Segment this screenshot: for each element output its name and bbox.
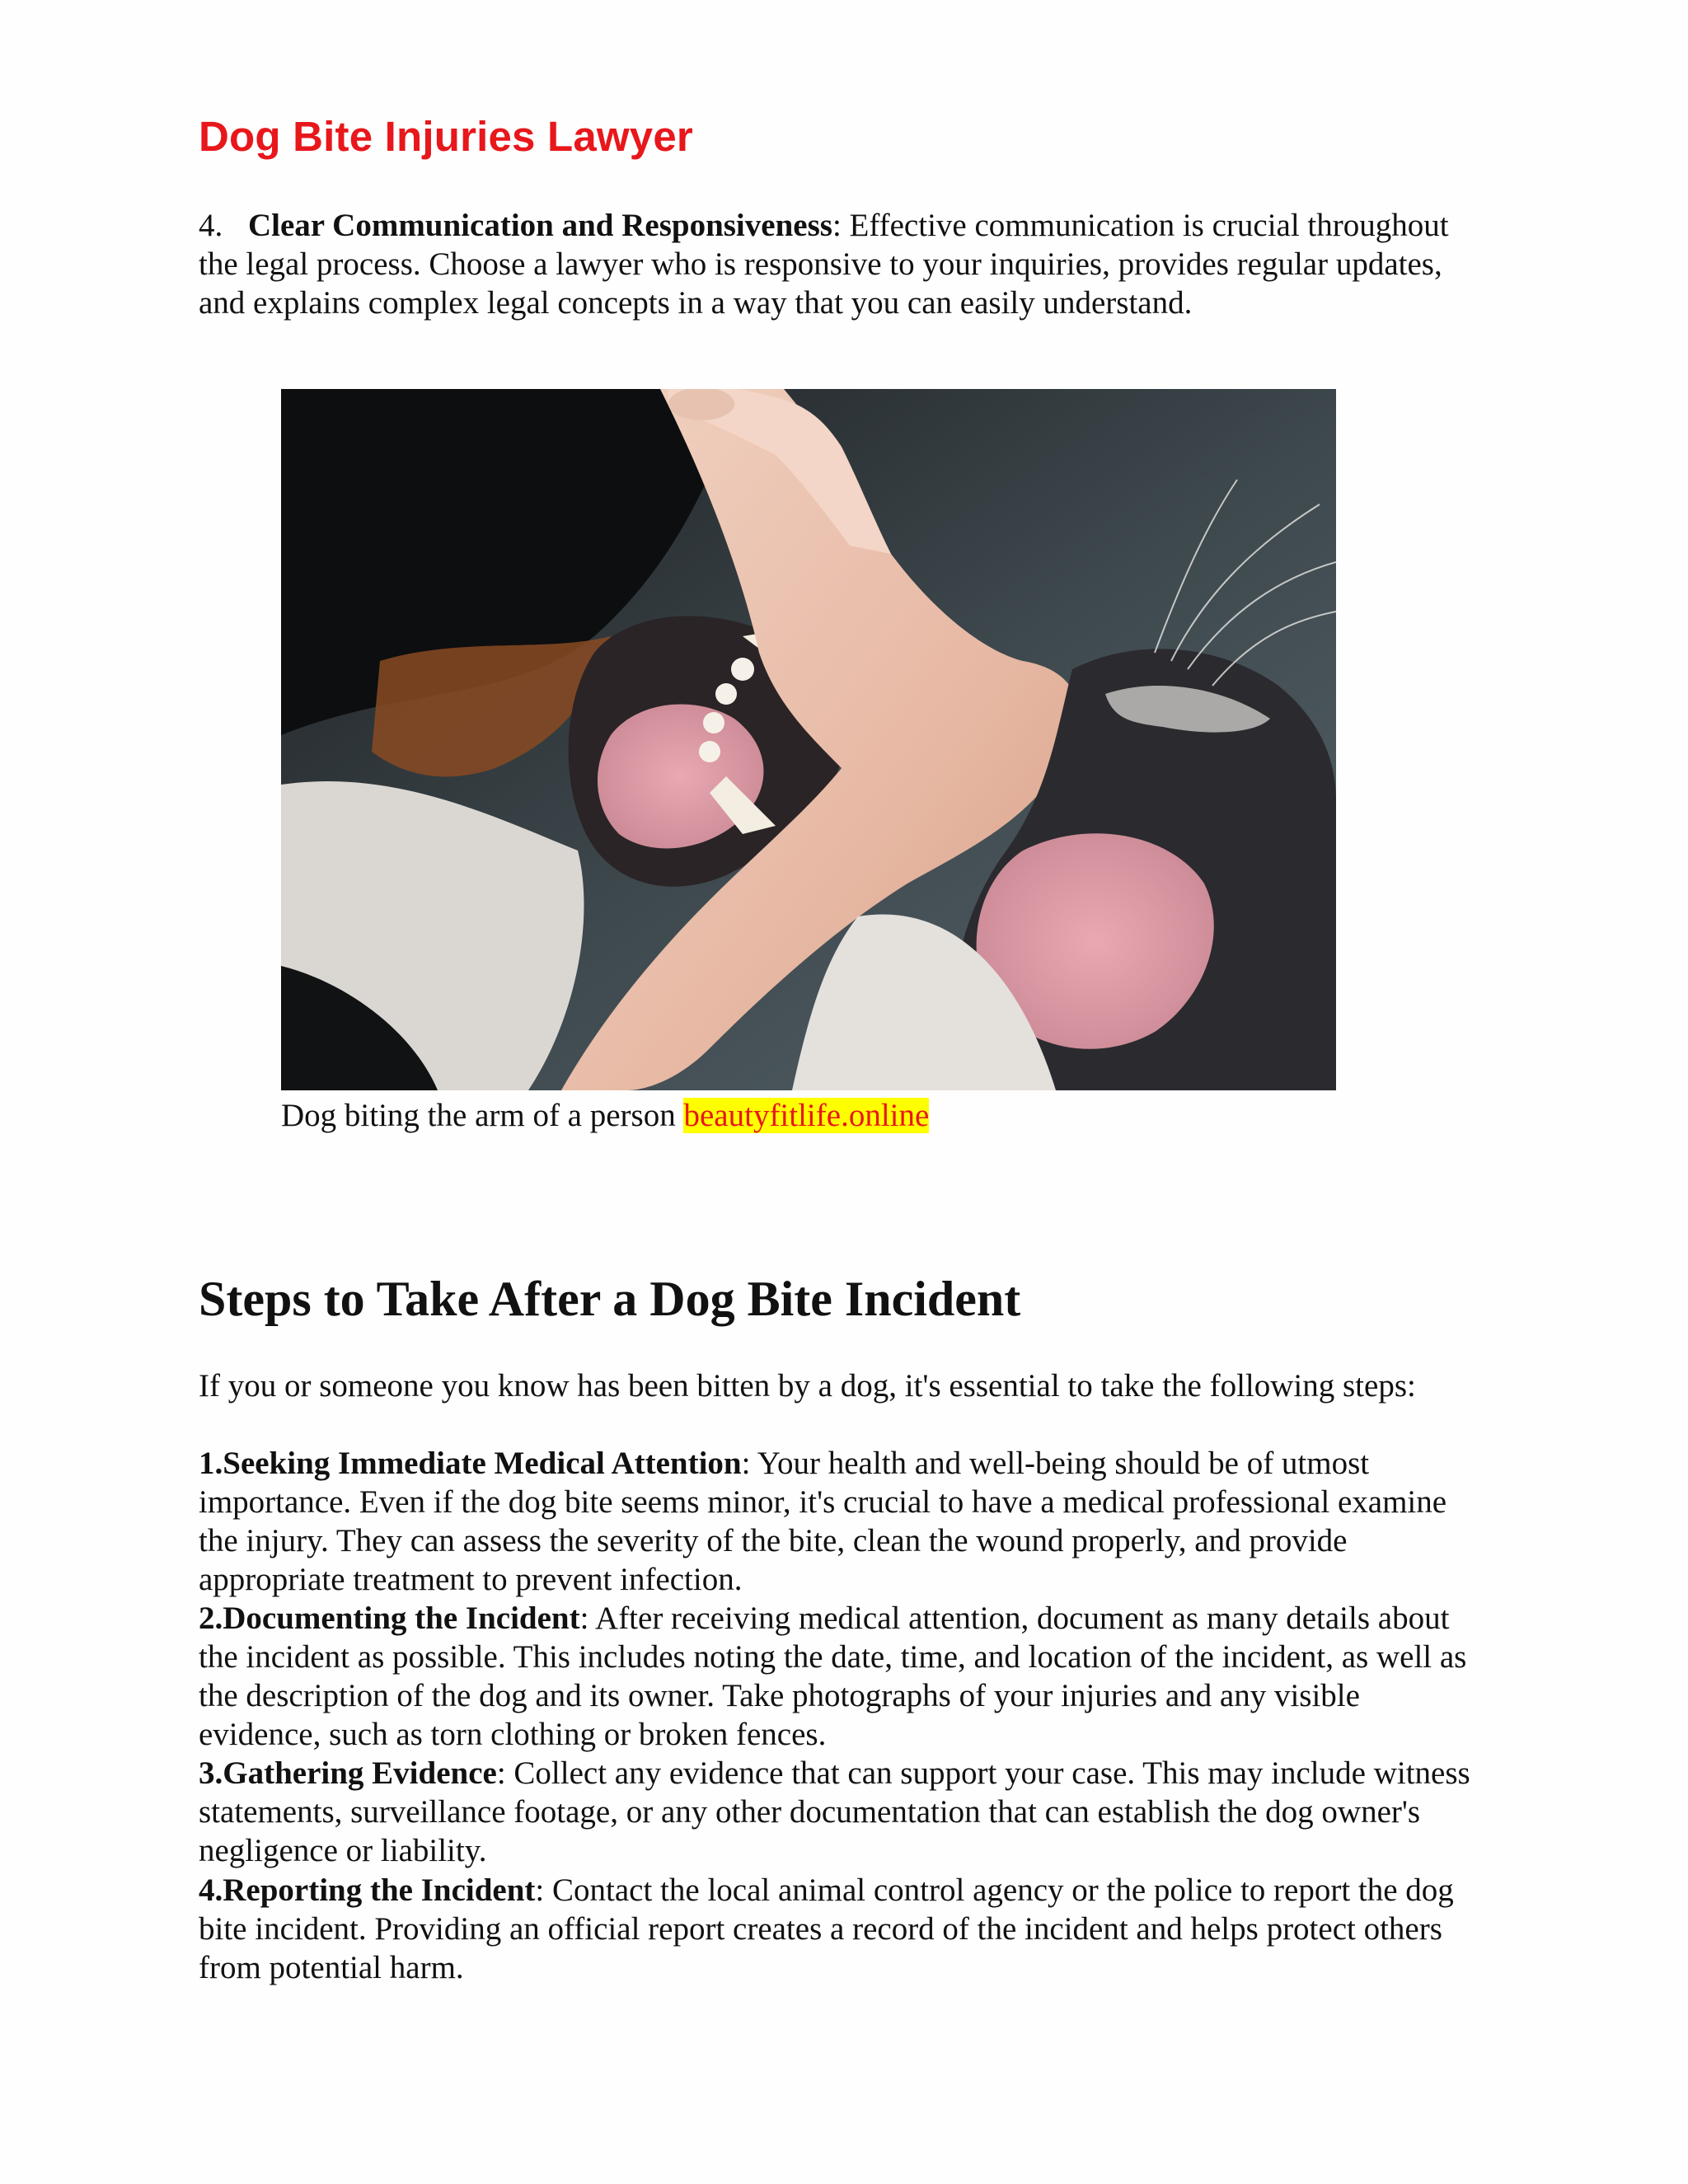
section-heading: Steps to Take After a Dog Bite Incident: [199, 1272, 1021, 1326]
step-1-text: : Your health and well-being should be of utmost importance. Even if the dog bite seems minor, it's crucial to have a medical professional examine the injury. They can assess the severity of the bite, clean the wound properly, and provide appropriate treatment to prevent infection.: [199, 1446, 1447, 1597]
step-3: [199, 1754, 1484, 1870]
step-3-heading: 3.Gathering Evidence: [199, 1755, 497, 1791]
step-1-heading: 1.Seeking Immediate Medical Attention: [199, 1446, 742, 1481]
step-2-heading: 2.Documenting the Incident: [199, 1601, 580, 1636]
point-4-heading: Clear Communication and Responsiveness: [248, 208, 832, 243]
point-4-number: 4.: [199, 208, 223, 243]
step-4-text: : Contact the local animal control agency or the police to report the dog bite incident. Providing an official report creates a record of the incident and helps protect others from potential harm.: [199, 1872, 1454, 1985]
step-2-text: : After receiving medical attention, document as many details about the incident as possible. This includes noting the date, time, and location of the incident, as well as the description of the dog and its owner. Take photographs of your injuries and any visible evidence, such as torn clothing or broken fences.: [199, 1601, 1467, 1752]
dog-bite-photo: [281, 389, 1336, 1090]
step-1: [199, 1444, 1484, 1599]
step-2: [199, 1599, 1484, 1754]
step-3-text: : Collect any evidence that can support your case. This may include witness statements, surveillance footage, or any other documentation that can establish the dog owner's negligence or liability.: [199, 1755, 1470, 1868]
photo-caption: [281, 1096, 929, 1135]
caption-source-link[interactable]: beautyfitlife.online: [683, 1098, 930, 1133]
caption-text: Dog biting the arm of a person: [281, 1098, 684, 1133]
document-title: Dog Bite Injuries Lawyer: [199, 113, 693, 160]
section-intro: If you or someone you know has been bitten by a dog, it's essential to take the following steps:: [199, 1368, 1416, 1404]
point-4-paragraph: [199, 206, 1460, 322]
step-4: [199, 1871, 1484, 1987]
point-4-text: : Effective communication is crucial throughout the legal process. Choose a lawyer who is responsive to your inquiries, provides regular updates, and explains complex legal concepts in a way that you can easily understand.: [199, 208, 1449, 321]
step-4-heading: 4.Reporting the Incident: [199, 1872, 536, 1908]
